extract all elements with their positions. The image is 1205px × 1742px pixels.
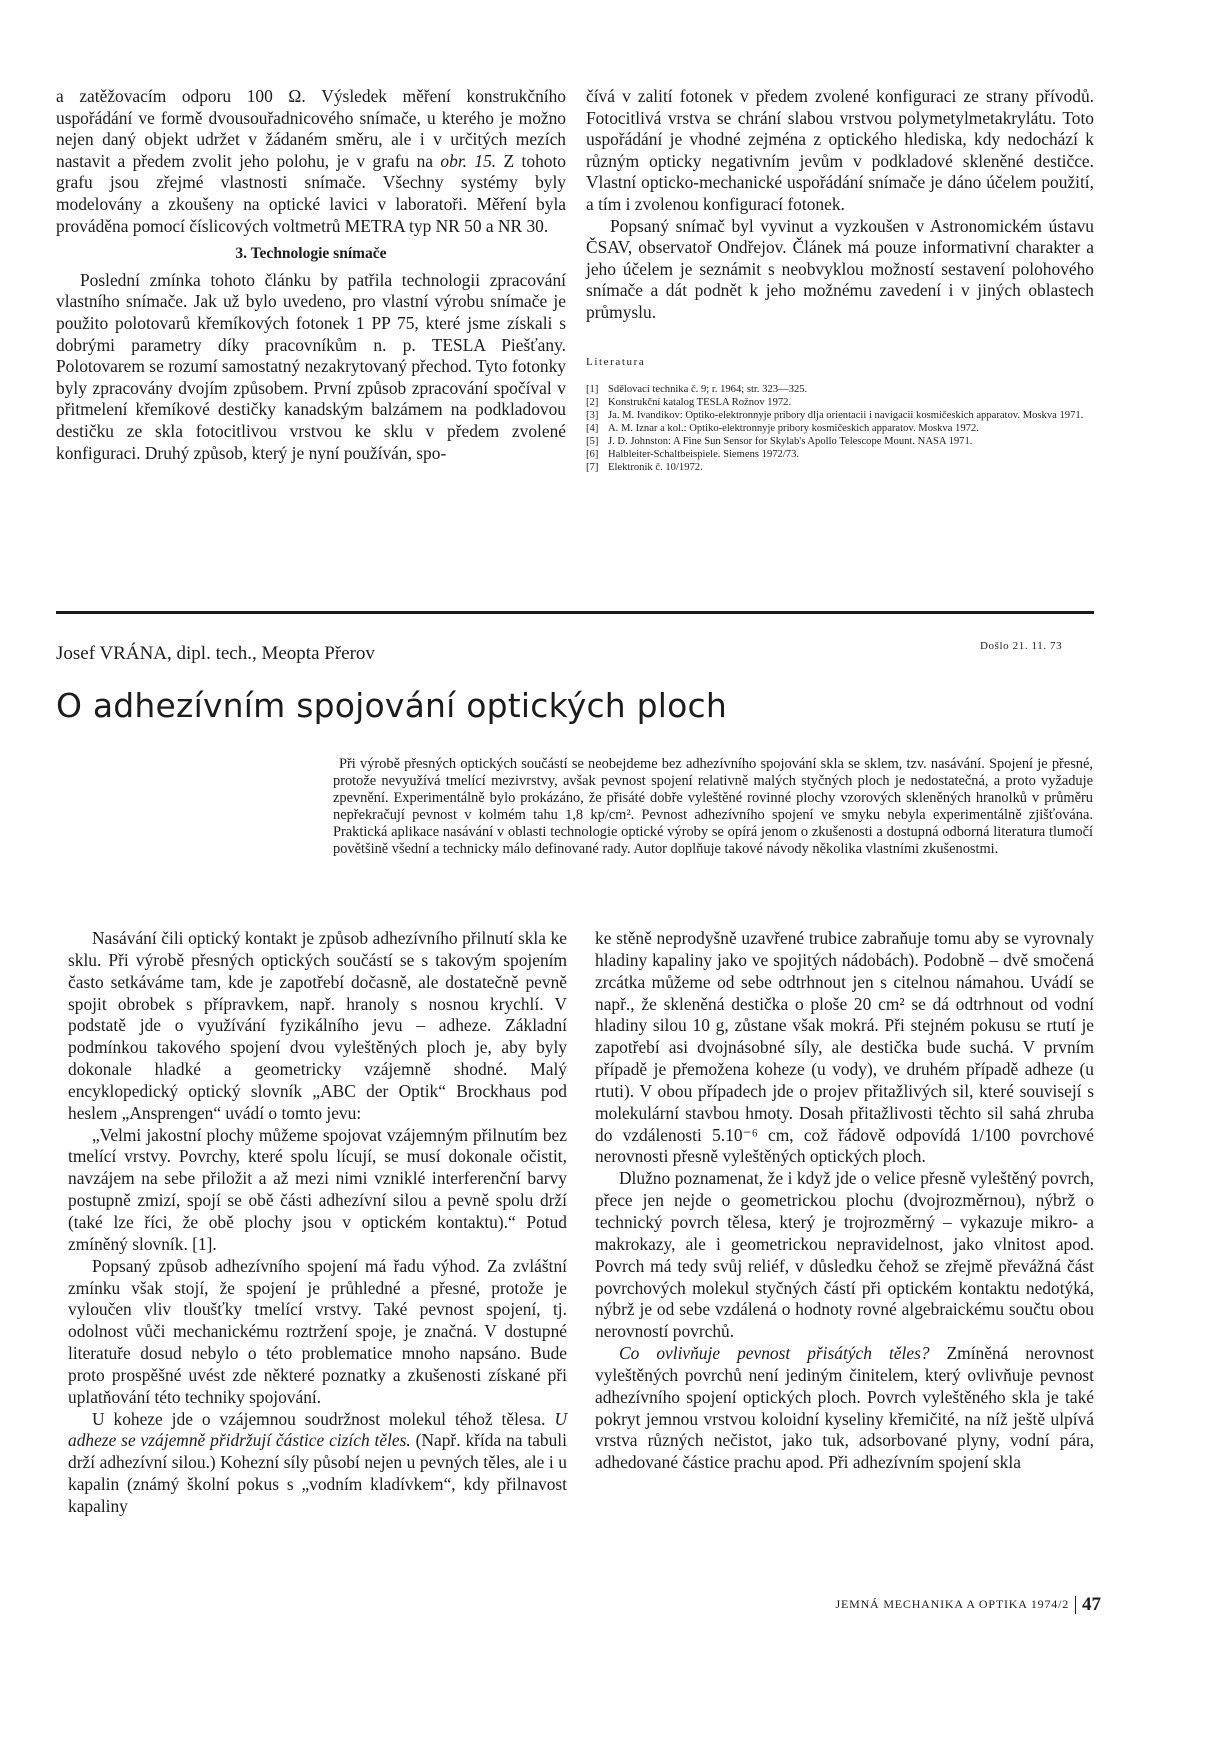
section-heading: 3. Technologie snímače: [235, 245, 387, 263]
article-right-column: [595, 928, 1094, 1474]
section-divider: [56, 611, 1094, 614]
quote-paragraph: „Velmi jakostní plochy můžeme spojovat vzájemným přilnutím bez tmelící vrstvy. Povrchy, které spolu lícují, se musí dokonale očistit, navzájem na sebe přiložit a až mezi nimi vzniklé interferenční barvy postupně zmizí, spojí se obě části adhezívní silou a pevně spolu drží (také lze říci, že obě plochy jsou v optickém kontaktu).“ Potud zmíněný slovník. [1].: [68, 1124, 567, 1254]
paragraph: Co ovlivňuje pevnost přisátých těles? Zmíněná nerovnost vyleštěných povrchů není jediným činitelem, který ovlivňuje pevnost adhezívního spojení optických ploch. Povrch vyleštěného skla je také pokryt jemnou vrstvou koloidní kyseliny křemičité, na níž ještě ulpívá vrstva různých nečistot, jako tuk, adsorbované plyny, vodní pára, adhedované částice prachu apod. Při adhezívním spojení skla: [595, 1343, 1094, 1473]
footer-divider: [1075, 1596, 1076, 1614]
received-date: Došlo 21. 11. 73: [980, 640, 1063, 652]
reference-item: [4] A. M. Iznar a kol.: Optiko-elektronnyje pribory kosmičeskich apparatov. Moskva 1972.: [586, 423, 979, 435]
reference-item: [2] Konstrukční katalog TESLA Rožnov 1972.: [586, 397, 792, 409]
literature-heading: Literatura: [586, 355, 646, 368]
reference-list: [586, 383, 1094, 474]
paragraph: Dlužno poznamenat, že i když jde o velice přesně vyleštěný povrch, přece jen nejde o geometrickou plochu (dvojrozměrnou), nýbrž o technický povrch tělesa, který je trojrozměrný – vykazuje mikro- a makrokazy, ale i geometrickou nepravidelnost, jako vlnitost apod. Povrch má tedy svůj reliéf, v důsledku čehož se zřejmě převážná část povrchových molekul styčných částí při optickém kontaktu nedotýká, nýbrž je od sebe vzdálená o hodnoty rovné algebraickému součtu obou nerovností povrchů.: [595, 1168, 1094, 1342]
emphasis-text: U adheze se vzájemně přidržují částice cizích těles.: [68, 1408, 568, 1451]
reference-item: [7] Elektronik č. 10/1972.: [586, 462, 703, 474]
article-title: O adhezívním spojování optických ploch: [56, 686, 727, 725]
figure-reference: obr. 15.: [440, 150, 497, 171]
top-right-column: [586, 86, 1094, 474]
paragraph: čívá v zalití fotonek v předem zvolené konfiguraci ze strany přívodů. Fotocitlivá vrstva se chrání slabou vrstvou polymetylmetakrylátu. Toto uspořádání je vhodné zejména z optického hlediska, kdy nedochází k různým opticky negativním jevům v podkladové skleněné destičce. Vlastní opticko-mechanické uspořádání snímače je dáno účelem použití, a tím i zvolenou konfigurací fotonek.: [586, 86, 1094, 214]
reference-item: [1] Sdělovací technika č. 9; r. 1964; str. 323—325.: [586, 384, 808, 396]
reference-item: [3] Ja. M. Ivandikov: Optiko-elektronnyje pribory dlja orientacii i navigacii kosmičeskich apparatov. Moskva 1971.: [586, 410, 1084, 422]
reference-item: [5] J. D. Johnston: A Fine Sun Sensor for Skylab's Apollo Telescope Mount. NASA 1971.: [586, 436, 973, 448]
page-number: 47: [1082, 1594, 1101, 1615]
subheading-question: Co ovlivňuje pevnost přisátých těles?: [619, 1343, 930, 1364]
paragraph: a zatěžovacím odporu 100 Ω. Výsledek měření konstrukčního uspořádání ve formě dvousouřadnicového snímače, u kterého je možno nejen daný objekt udržet v žádaném směru, ale i v určitých mezích nastavit a předem zvolit jeho polohu, je v grafu na obr. 15. Z tohoto grafu jsou zřejmé vlastnosti snímače. Všechny systémy byly modelovány a zkoušeny na optické lavici v laboratoři. Měření byla prováděna pomocí číslicových voltmetrů METRA typ NR 50 a NR 30.: [56, 86, 566, 236]
article-abstract: Při výrobě přesných optických součástí se neobejdeme bez adhezívního spojování skla se sklem, tzv. nasávání. Spojení je přesné, protože nevyužívá tmelící mezivrstvy, avšak pevnost spojení relativně malých styčných ploch je nedostatečná, a proto vyžaduje zpevnění. Experimentálně bylo prokázáno, že přisáté dobře vyleštěné rovinné plochy vzorových skleněných hranolků v průměru nepřekračují pevnost v kolmém tahu 1,8 kp/cm². Pevnost adhezívního spojení ve smyku nebyla experimentálně zjišťována. Praktická aplikace nasávání v oblasti technologie optické výroby se opírá jenom o zkušenosti a dostupná odborná literatura tlumočí povětšině všední a technicky málo definované rady. Autor doplňuje takové návody několika vlastními zkušenostmi.: [333, 756, 1093, 857]
reference-item: [6] Halbleiter-Schaltbeispiele. Siemens 1972/73.: [586, 449, 800, 461]
paragraph: Nasávání čili optický kontakt je způsob adhezívního přilnutí skla ke sklu. Při výrobě přesných optických součástí se s takovým spojením často setkáváme tam, kde je zapotřebí dočasně, ale dostatečně pevně spojit obrobek s přípravkem, např. hranoly s nosnou krychlí. V podstatě jde o využívání fyzikálního jevu – adheze. Základní podmínkou takového spojení dvou vyleštěných ploch je, aby byly dokonale hladké a geometricky vzájemně shodné. Malý encyklopedický optický slovník „ABC der Optik“ Brockhaus pod heslem „Ansprengen“ uvádí o tomto jevu:: [68, 928, 567, 1123]
article-left-column: [68, 928, 567, 1518]
top-left-column: [56, 86, 566, 464]
paragraph: Popsaný způsob adhezívního spojení má řadu výhod. Za zvláštní zmínku však stojí, že spojení je průhledné a přesné, protože je vyloučen vliv tloušťky tmelící vrstvy. Také pevnost spojení, tj. odolnost vůči mechanickému roztržení spoje, je značná. V dostupné literatuře dosud nebylo o této problematice mnoho napsáno. Bude proto prospěšné uvést zde některé poznatky a zkušenosti získané při uplatňování této techniky spojování.: [68, 1255, 567, 1407]
journal-name: JEMNÁ MECHANIKA A OPTIKA 1974/2: [835, 1596, 1069, 1611]
paragraph: U koheze jde o vzájemnou soudržnost molekul téhož tělesa. U adheze se vzájemně přidržují částice cizích těles. (Např. křída na tabuli drží adhezívní silou.) Kohezní síly působí nejen u pevných těles, ale i u kapalin (známý školní pokus s „vodním kladívkem“, kdy přilnavost kapaliny: [68, 1408, 568, 1516]
page-footer: [836, 1594, 1101, 1616]
article-author: Josef VRÁNA, dipl. tech., Meopta Přerov: [56, 643, 375, 664]
paragraph: Popsaný snímač byl vyvinut a vyzkoušen v Astronomickém ústavu ČSAV, observatoř Ondřejov. Článek má pouze informativní charakter a jeho účelem je seznámit s neobvyklou možností sestavení polohového snímače a dát podnět k jeho možnému zavedení i v jiných oblastech průmyslu.: [586, 215, 1094, 322]
paragraph: Poslední zmínka tohoto článku by patřila technologii zpracování vlastního snímače. Jak už bylo uvedeno, pro vlastní výrobu snímače je použito polotovarů křemíkových fotonek 1 PP 75, které jsme získali s dobrými parametry díky pracovníkům n. p. TESLA Piešťany. Polotovarem se rozumí samostatný nezakrytovaný přechod. Tyto fotonky byly zpracovány dvojím způsobem. První způsob zpracování spočíval v přitmelení křemíkové destičky kanadským balzámem na podkladovou destičku ze skla fotocitlivou vrstvou ke sklu v předem zvolené konfiguraci. Druhý způsob, který je nyní používán, spo-: [56, 269, 566, 463]
paragraph: ke stěně neprodyšně uzavřené trubice zabraňuje tomu aby se vyrovnaly hladiny kapaliny jako ve spojitých nádobách). Podobně – dvě smočená zrcátka můžeme od sebe odtrhnout jen s citelnou námahou. Uvádí se např., že skleněná destička o ploše 20 cm² se dá odtrhnout od vodní hladiny silou 10 g, zůstane však mokrá. Při stejném pokusu se rtutí je zapotřebí asi dvojnásobné síly, ale destička bude suchá. V prvním případě je přemožena koheze (u vody), ve druhém případě adheze (u rtuti). V obou případech jde o projev přitažlivých sil, které souvisejí s molekulární stavbou hmoty. Dosah přitažlivosti těchto sil sahá zhruba do vzdálenosti 5.10⁻⁶ cm, což řádově odpovídá 1/100 povrchové nerovnosti přesně vyleštěných optických ploch.: [595, 928, 1094, 1167]
